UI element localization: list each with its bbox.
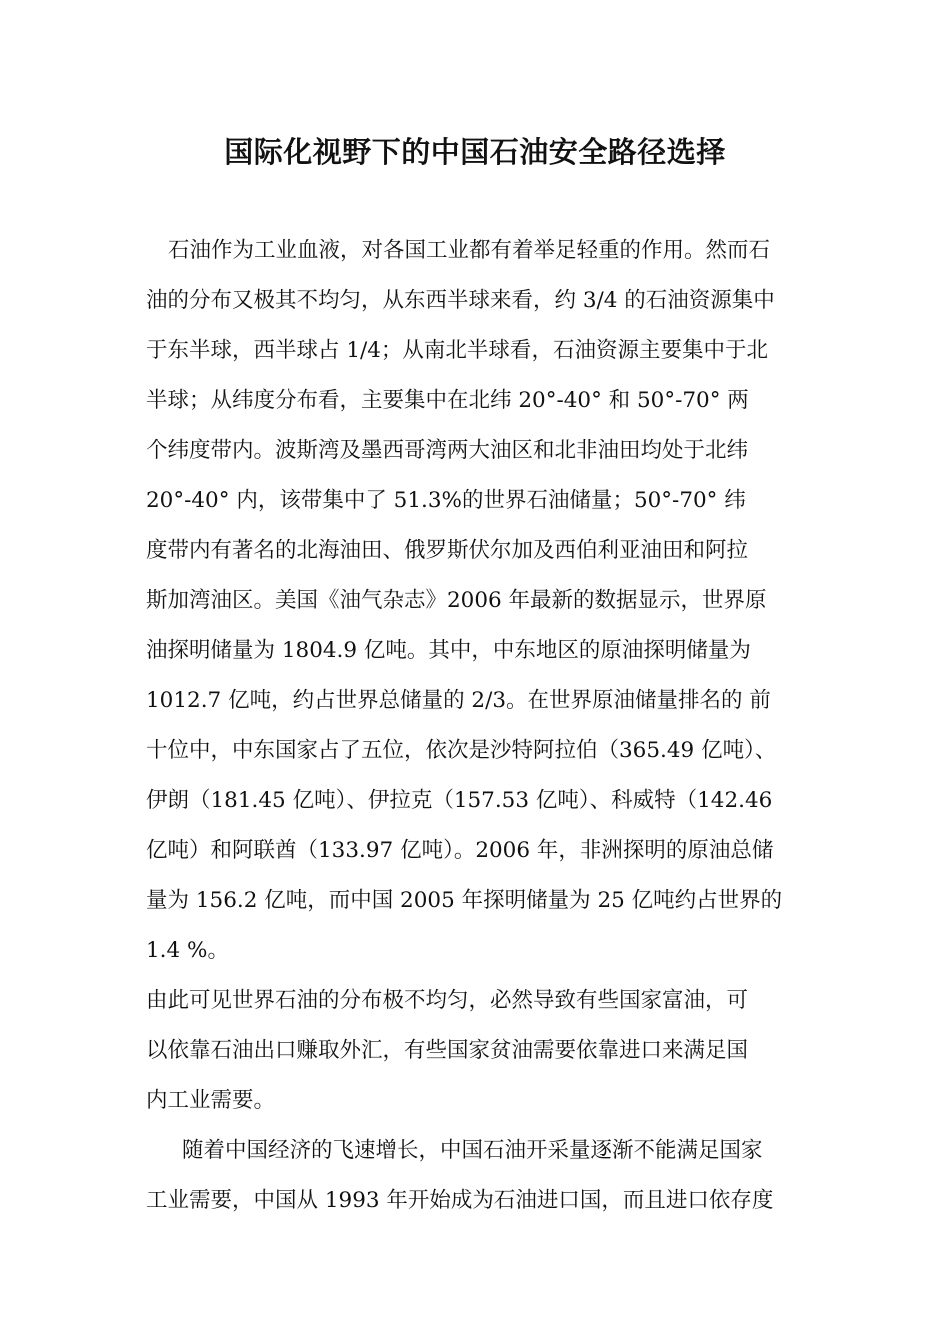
body-line: 量为 156.2 亿吨，而中国 2005 年探明储量为 25 亿吨约占世界的 (146, 888, 783, 913)
document-title: 国际化视野下的中国石油安全路径选择 (224, 135, 726, 169)
body-line: 度带内有著名的北海油田、俄罗斯伏尔加及西伯利亚油田和阿拉 (146, 538, 749, 563)
body-line: 半球；从纬度分布看，主要集中在北纬 20°-40° 和 50°-70° 两 (146, 388, 749, 413)
body-line: 20°-40° 内，该带集中了 51.3%的世界石油储量；50°-70° 纬 (146, 488, 746, 513)
body-line: 伊朗（181.45 亿吨）、伊拉克（157.53 亿吨）、科威特（142.46 (146, 788, 773, 813)
body-line: 由此可见世界石油的分布极不均匀，必然导致有些国家富油，可 (146, 988, 749, 1013)
body-line: 1012.7 亿吨，约占世界总储量的 2/3。在世界原油储量排名的 前 (146, 688, 771, 713)
body-line: 内工业需要。 (146, 1088, 276, 1113)
body-line: 1.4 %。 (146, 938, 229, 963)
body-line: 于东半球，西半球占 1/4；从南北半球看，石油资源主要集中于北 (146, 338, 768, 363)
body-line: 随着中国经济的飞速增长，中国石油开采量逐渐不能满足国家 (182, 1138, 763, 1163)
body-line: 十位中，中东国家占了五位，依次是沙特阿拉伯（365.49 亿吨）、 (146, 738, 777, 763)
body-line: 油的分布又极其不均匀，从东西半球来看，约 3/4 的石油资源集中 (146, 288, 775, 313)
body-line: 斯加湾油区。美国《油气杂志》2006 年最新的数据显示，世界原 (146, 588, 767, 613)
body-line: 石油作为工业血液，对各国工业都有着举足轻重的作用。然而石 (168, 238, 771, 263)
body-line: 以依靠石油出口赚取外汇，有些国家贫油需要依靠进口来满足国 (146, 1038, 749, 1063)
body-line: 亿吨）和阿联酋（133.97 亿吨）。2006 年，非洲探明的原油总储 (146, 838, 774, 863)
body-line: 个纬度带内。波斯湾及墨西哥湾两大油区和北非油田均处于北纬 (146, 438, 749, 463)
body-line: 工业需要，中国从 1993 年开始成为石油进口国，而且进口依存度 (146, 1188, 774, 1213)
body-line: 油探明储量为 1804.9 亿吨。其中，中东地区的原油探明储量为 (146, 638, 751, 663)
